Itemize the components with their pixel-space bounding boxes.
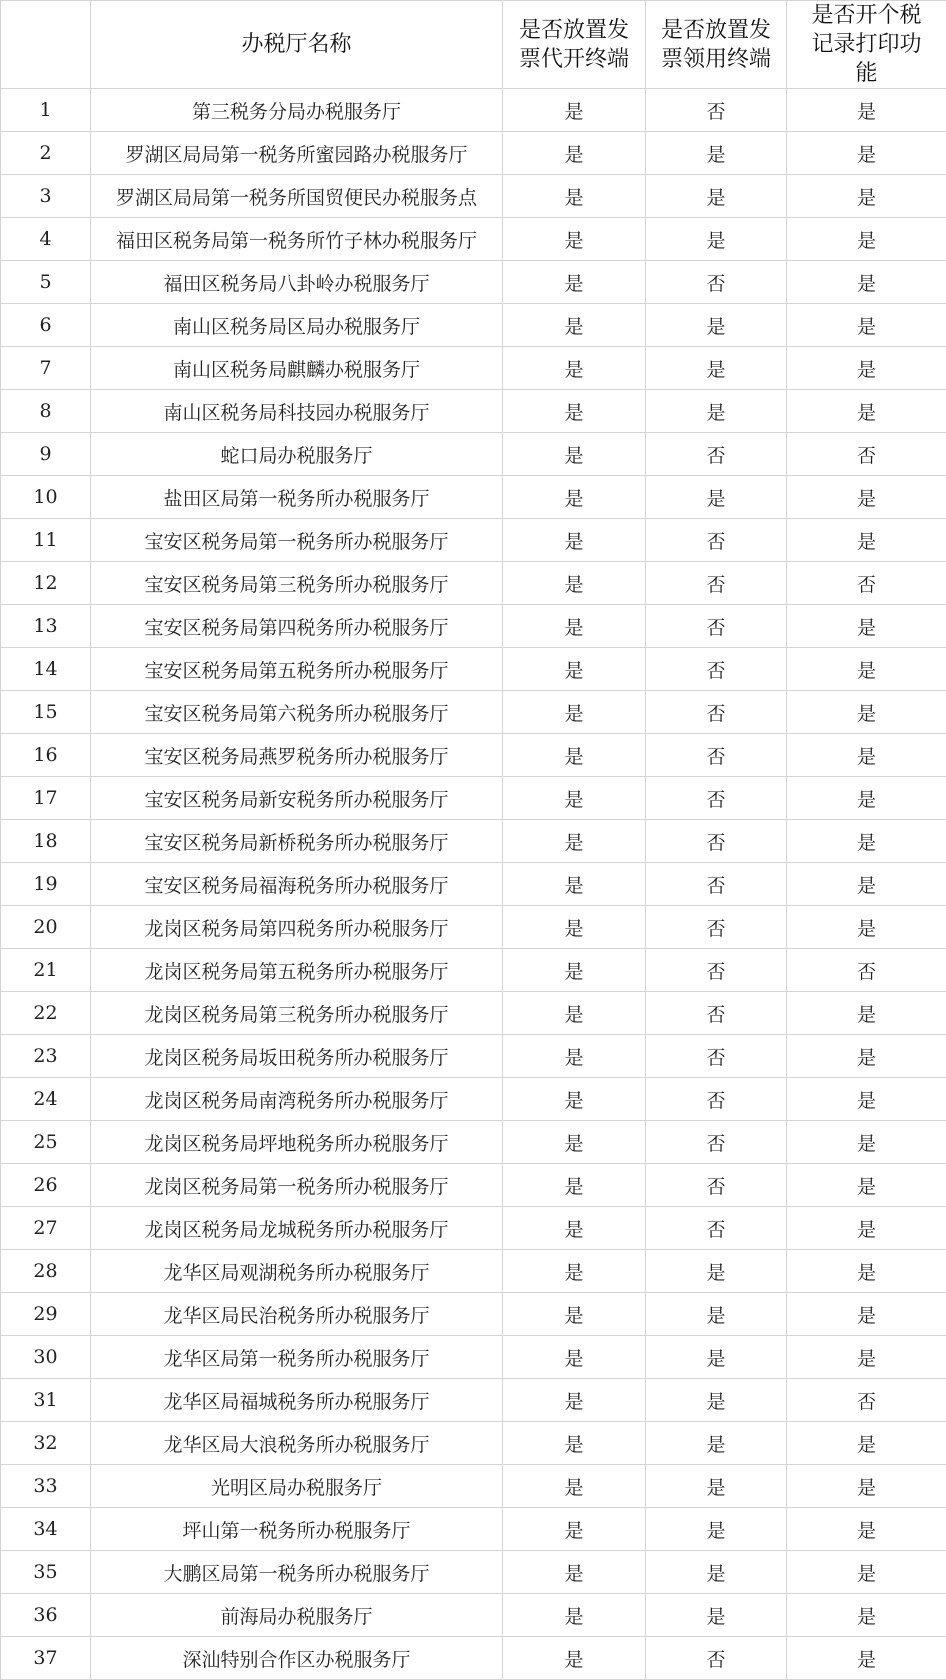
tax-record-printing-value: 是 (787, 519, 946, 562)
invoice-issuing-terminal-value: 是 (503, 132, 646, 175)
hall-name: 罗湖区局局第一税务所国贸便民办税服务点 (91, 175, 503, 218)
table-row (1, 648, 946, 691)
hall-name: 龙岗区税务局龙城税务所办税服务厅 (91, 1207, 503, 1250)
invoice-issuing-terminal-value: 是 (503, 1121, 646, 1164)
header-hall-name: 办税厅名称 (91, 1, 503, 89)
invoice-receiving-terminal-value: 否 (646, 691, 787, 734)
tax-record-printing-value: 是 (787, 906, 946, 949)
tax-record-printing-value: 是 (787, 175, 946, 218)
tax-record-printing-value: 是 (787, 605, 946, 648)
invoice-receiving-terminal-value: 否 (646, 863, 787, 906)
tax-record-printing-value: 否 (787, 949, 946, 992)
invoice-issuing-terminal-value: 是 (503, 1422, 646, 1465)
table-row (1, 261, 946, 304)
invoice-issuing-terminal-value: 是 (503, 175, 646, 218)
hall-name: 龙华区局观湖税务所办税服务厅 (91, 1250, 503, 1293)
tax-record-printing-value: 是 (787, 1207, 946, 1250)
invoice-issuing-terminal-value: 是 (503, 648, 646, 691)
header-row (1, 1, 946, 89)
table-row (1, 906, 946, 949)
invoice-receiving-terminal-value: 否 (646, 605, 787, 648)
invoice-receiving-terminal-value: 否 (646, 1207, 787, 1250)
row-number: 22 (1, 992, 91, 1035)
invoice-receiving-terminal-value: 是 (646, 175, 787, 218)
invoice-receiving-terminal-value: 否 (646, 820, 787, 863)
tax-record-printing-value: 是 (787, 1078, 946, 1121)
table-row (1, 1336, 946, 1379)
hall-name: 龙岗区税务局第四税务所办税服务厅 (91, 906, 503, 949)
table-row (1, 1164, 946, 1207)
row-number: 10 (1, 476, 91, 519)
row-number: 27 (1, 1207, 91, 1250)
hall-name: 龙华区局民治税务所办税服务厅 (91, 1293, 503, 1336)
invoice-receiving-terminal-value: 否 (646, 648, 787, 691)
tax-record-printing-value: 否 (787, 433, 946, 476)
invoice-issuing-terminal-value: 是 (503, 304, 646, 347)
invoice-receiving-terminal-value: 否 (646, 777, 787, 820)
invoice-receiving-terminal-value: 是 (646, 1422, 787, 1465)
hall-name: 福田区税务局八卦岭办税服务厅 (91, 261, 503, 304)
invoice-issuing-terminal-value: 是 (503, 1035, 646, 1078)
tax-record-printing-value: 是 (787, 347, 946, 390)
tax-record-printing-value: 是 (787, 1551, 946, 1594)
invoice-receiving-terminal-value: 是 (646, 1594, 787, 1637)
hall-name: 南山区税务局麒麟办税服务厅 (91, 347, 503, 390)
tax-record-printing-value: 是 (787, 261, 946, 304)
invoice-issuing-terminal-value: 是 (503, 906, 646, 949)
row-number: 11 (1, 519, 91, 562)
hall-name: 宝安区税务局福海税务所办税服务厅 (91, 863, 503, 906)
invoice-issuing-terminal-value: 是 (503, 89, 646, 132)
hall-name: 宝安区税务局第五税务所办税服务厅 (91, 648, 503, 691)
table-row (1, 304, 946, 347)
row-number: 29 (1, 1293, 91, 1336)
tax-record-printing-value: 是 (787, 734, 946, 777)
tax-record-printing-value: 是 (787, 1121, 946, 1164)
tax-record-printing-value: 是 (787, 820, 946, 863)
tax-record-printing-value: 是 (787, 89, 946, 132)
row-number: 32 (1, 1422, 91, 1465)
table-row (1, 1121, 946, 1164)
invoice-issuing-terminal-value: 是 (503, 1250, 646, 1293)
table-row (1, 863, 946, 906)
row-number: 15 (1, 691, 91, 734)
invoice-issuing-terminal-value: 是 (503, 734, 646, 777)
header-invoice-issuing-terminal-label: 是否放置发票代开终端 (518, 17, 629, 72)
header-index (1, 1, 91, 89)
table-row (1, 519, 946, 562)
table-row (1, 175, 946, 218)
row-number: 2 (1, 132, 91, 175)
table-row (1, 1293, 946, 1336)
table-row (1, 777, 946, 820)
hall-name: 宝安区税务局新安税务所办税服务厅 (91, 777, 503, 820)
invoice-issuing-terminal-value: 是 (503, 1164, 646, 1207)
row-number: 1 (1, 89, 91, 132)
row-number: 19 (1, 863, 91, 906)
table-row (1, 1551, 946, 1594)
tax-record-printing-value: 是 (787, 390, 946, 433)
invoice-issuing-terminal-value: 是 (503, 1508, 646, 1551)
invoice-receiving-terminal-value: 否 (646, 1637, 787, 1680)
table-row (1, 218, 946, 261)
row-number: 16 (1, 734, 91, 777)
invoice-issuing-terminal-value: 是 (503, 1637, 646, 1680)
invoice-issuing-terminal-value: 是 (503, 691, 646, 734)
row-number: 34 (1, 1508, 91, 1551)
invoice-receiving-terminal-value: 是 (646, 1379, 787, 1422)
tax-record-printing-value: 是 (787, 1035, 946, 1078)
invoice-issuing-terminal-value: 是 (503, 820, 646, 863)
invoice-receiving-terminal-value: 否 (646, 906, 787, 949)
row-number: 9 (1, 433, 91, 476)
row-number: 14 (1, 648, 91, 691)
row-number: 18 (1, 820, 91, 863)
header-invoice-receiving-terminal-label: 是否放置发票领用终端 (660, 17, 771, 72)
invoice-receiving-terminal-value: 是 (646, 476, 787, 519)
invoice-issuing-terminal-value: 是 (503, 949, 646, 992)
table-body (1, 89, 946, 1680)
hall-name: 宝安区税务局第四税务所办税服务厅 (91, 605, 503, 648)
tax-record-printing-value: 否 (787, 1379, 946, 1422)
invoice-issuing-terminal-value: 是 (503, 605, 646, 648)
hall-name: 光明区局办税服务厅 (91, 1465, 503, 1508)
hall-name: 龙岗区税务局坪地税务所办税服务厅 (91, 1121, 503, 1164)
tax-record-printing-value: 是 (787, 1465, 946, 1508)
invoice-receiving-terminal-value: 是 (646, 1293, 787, 1336)
tax-record-printing-value: 是 (787, 1293, 946, 1336)
invoice-issuing-terminal-value: 是 (503, 476, 646, 519)
table-row (1, 562, 946, 605)
hall-name: 南山区税务局区局办税服务厅 (91, 304, 503, 347)
row-number: 36 (1, 1594, 91, 1637)
header-invoice-issuing-terminal (503, 1, 646, 89)
invoice-issuing-terminal-value: 是 (503, 1379, 646, 1422)
table-row (1, 1422, 946, 1465)
invoice-receiving-terminal-value: 是 (646, 218, 787, 261)
invoice-receiving-terminal-value: 否 (646, 433, 787, 476)
table-row (1, 992, 946, 1035)
invoice-receiving-terminal-value: 是 (646, 390, 787, 433)
tax-record-printing-value: 是 (787, 777, 946, 820)
tax-record-printing-value: 否 (787, 562, 946, 605)
hall-name: 坪山第一税务所办税服务厅 (91, 1508, 503, 1551)
table-row (1, 1594, 946, 1637)
table-row (1, 433, 946, 476)
invoice-receiving-terminal-value: 是 (646, 1551, 787, 1594)
table-row (1, 1508, 946, 1551)
table-row (1, 1250, 946, 1293)
invoice-receiving-terminal-value: 否 (646, 89, 787, 132)
hall-name: 龙岗区税务局坂田税务所办税服务厅 (91, 1035, 503, 1078)
row-number: 35 (1, 1551, 91, 1594)
row-number: 17 (1, 777, 91, 820)
invoice-receiving-terminal-value: 否 (646, 1035, 787, 1078)
hall-name: 南山区税务局科技园办税服务厅 (91, 390, 503, 433)
tax-record-printing-value: 是 (787, 1336, 946, 1379)
row-number: 4 (1, 218, 91, 261)
row-number: 28 (1, 1250, 91, 1293)
invoice-receiving-terminal-value: 是 (646, 1465, 787, 1508)
table-row (1, 476, 946, 519)
row-number: 20 (1, 906, 91, 949)
row-number: 5 (1, 261, 91, 304)
row-number: 3 (1, 175, 91, 218)
hall-name: 深汕特别合作区办税服务厅 (91, 1637, 503, 1680)
invoice-receiving-terminal-value: 是 (646, 1336, 787, 1379)
hall-name: 宝安区税务局新桥税务所办税服务厅 (91, 820, 503, 863)
table-row (1, 347, 946, 390)
tax-record-printing-value: 是 (787, 304, 946, 347)
header-invoice-receiving-terminal (646, 1, 787, 89)
table-row (1, 1637, 946, 1680)
invoice-issuing-terminal-value: 是 (503, 1207, 646, 1250)
table-row (1, 1035, 946, 1078)
hall-name: 前海局办税服务厅 (91, 1594, 503, 1637)
invoice-issuing-terminal-value: 是 (503, 1078, 646, 1121)
hall-name: 龙华区局福城税务所办税服务厅 (91, 1379, 503, 1422)
invoice-receiving-terminal-value: 否 (646, 734, 787, 777)
tax-record-printing-value: 是 (787, 863, 946, 906)
invoice-issuing-terminal-value: 是 (503, 519, 646, 562)
invoice-receiving-terminal-value: 否 (646, 562, 787, 605)
tax-record-printing-value: 是 (787, 992, 946, 1035)
row-number: 6 (1, 304, 91, 347)
hall-name: 龙华区局大浪税务所办税服务厅 (91, 1422, 503, 1465)
invoice-issuing-terminal-value: 是 (503, 1465, 646, 1508)
invoice-issuing-terminal-value: 是 (503, 1336, 646, 1379)
hall-name: 龙岗区税务局第一税务所办税服务厅 (91, 1164, 503, 1207)
invoice-receiving-terminal-value: 是 (646, 1250, 787, 1293)
table-row (1, 691, 946, 734)
invoice-receiving-terminal-value: 否 (646, 261, 787, 304)
table-row (1, 1078, 946, 1121)
invoice-receiving-terminal-value: 否 (646, 1121, 787, 1164)
invoice-issuing-terminal-value: 是 (503, 1293, 646, 1336)
invoice-issuing-terminal-value: 是 (503, 433, 646, 476)
header-tax-record-printing-label: 是否开个税记录打印功能 (811, 3, 922, 86)
invoice-receiving-terminal-value: 否 (646, 949, 787, 992)
tax-record-printing-value: 是 (787, 648, 946, 691)
tax-record-printing-value: 是 (787, 218, 946, 261)
row-number: 31 (1, 1379, 91, 1422)
invoice-issuing-terminal-value: 是 (503, 347, 646, 390)
row-number: 23 (1, 1035, 91, 1078)
invoice-issuing-terminal-value: 是 (503, 562, 646, 605)
invoice-receiving-terminal-value: 否 (646, 1164, 787, 1207)
hall-name: 大鹏区局第一税务所办税服务厅 (91, 1551, 503, 1594)
hall-name: 宝安区税务局燕罗税务所办税服务厅 (91, 734, 503, 777)
hall-name: 龙岗区税务局第五税务所办税服务厅 (91, 949, 503, 992)
invoice-issuing-terminal-value: 是 (503, 218, 646, 261)
row-number: 8 (1, 390, 91, 433)
invoice-receiving-terminal-value: 否 (646, 1078, 787, 1121)
invoice-issuing-terminal-value: 是 (503, 261, 646, 304)
table-row (1, 1207, 946, 1250)
table-row (1, 949, 946, 992)
hall-name: 龙岗区税务局第三税务所办税服务厅 (91, 992, 503, 1035)
table-row (1, 89, 946, 132)
invoice-issuing-terminal-value: 是 (503, 390, 646, 433)
table-row (1, 1465, 946, 1508)
row-number: 7 (1, 347, 91, 390)
hall-name: 罗湖区局局第一税务所蜜园路办税服务厅 (91, 132, 503, 175)
tax-record-printing-value: 是 (787, 1422, 946, 1465)
tax-record-printing-value: 是 (787, 132, 946, 175)
tax-record-printing-value: 是 (787, 1164, 946, 1207)
hall-name: 龙岗区税务局南湾税务所办税服务厅 (91, 1078, 503, 1121)
row-number: 24 (1, 1078, 91, 1121)
table-row (1, 132, 946, 175)
invoice-receiving-terminal-value: 是 (646, 347, 787, 390)
row-number: 25 (1, 1121, 91, 1164)
row-number: 30 (1, 1336, 91, 1379)
table-header (1, 1, 946, 89)
hall-name: 宝安区税务局第一税务所办税服务厅 (91, 519, 503, 562)
table-row (1, 734, 946, 777)
tax-record-printing-value: 是 (787, 1508, 946, 1551)
hall-name: 宝安区税务局第六税务所办税服务厅 (91, 691, 503, 734)
tax-record-printing-value: 是 (787, 1250, 946, 1293)
tax-record-printing-value: 是 (787, 691, 946, 734)
table-row (1, 390, 946, 433)
header-tax-record-printing (787, 1, 946, 89)
hall-name: 蛇口局办税服务厅 (91, 433, 503, 476)
invoice-issuing-terminal-value: 是 (503, 777, 646, 820)
hall-name: 宝安区税务局第三税务所办税服务厅 (91, 562, 503, 605)
table-row (1, 820, 946, 863)
invoice-receiving-terminal-value: 否 (646, 992, 787, 1035)
table-row (1, 605, 946, 648)
row-number: 13 (1, 605, 91, 648)
row-number: 33 (1, 1465, 91, 1508)
invoice-issuing-terminal-value: 是 (503, 992, 646, 1035)
row-number: 37 (1, 1637, 91, 1680)
hall-name: 第三税务分局办税服务厅 (91, 89, 503, 132)
invoice-issuing-terminal-value: 是 (503, 1551, 646, 1594)
row-number: 12 (1, 562, 91, 605)
invoice-receiving-terminal-value: 否 (646, 519, 787, 562)
row-number: 26 (1, 1164, 91, 1207)
table-row (1, 1379, 946, 1422)
row-number: 21 (1, 949, 91, 992)
tax-record-printing-value: 是 (787, 1637, 946, 1680)
tax-record-printing-value: 是 (787, 1594, 946, 1637)
invoice-receiving-terminal-value: 是 (646, 304, 787, 347)
hall-name: 龙华区局第一税务所办税服务厅 (91, 1336, 503, 1379)
tax-record-printing-value: 是 (787, 476, 946, 519)
hall-name: 福田区税务局第一税务所竹子林办税服务厅 (91, 218, 503, 261)
hall-name: 盐田区局第一税务所办税服务厅 (91, 476, 503, 519)
invoice-receiving-terminal-value: 是 (646, 132, 787, 175)
invoice-issuing-terminal-value: 是 (503, 1594, 646, 1637)
invoice-receiving-terminal-value: 是 (646, 1508, 787, 1551)
invoice-issuing-terminal-value: 是 (503, 863, 646, 906)
